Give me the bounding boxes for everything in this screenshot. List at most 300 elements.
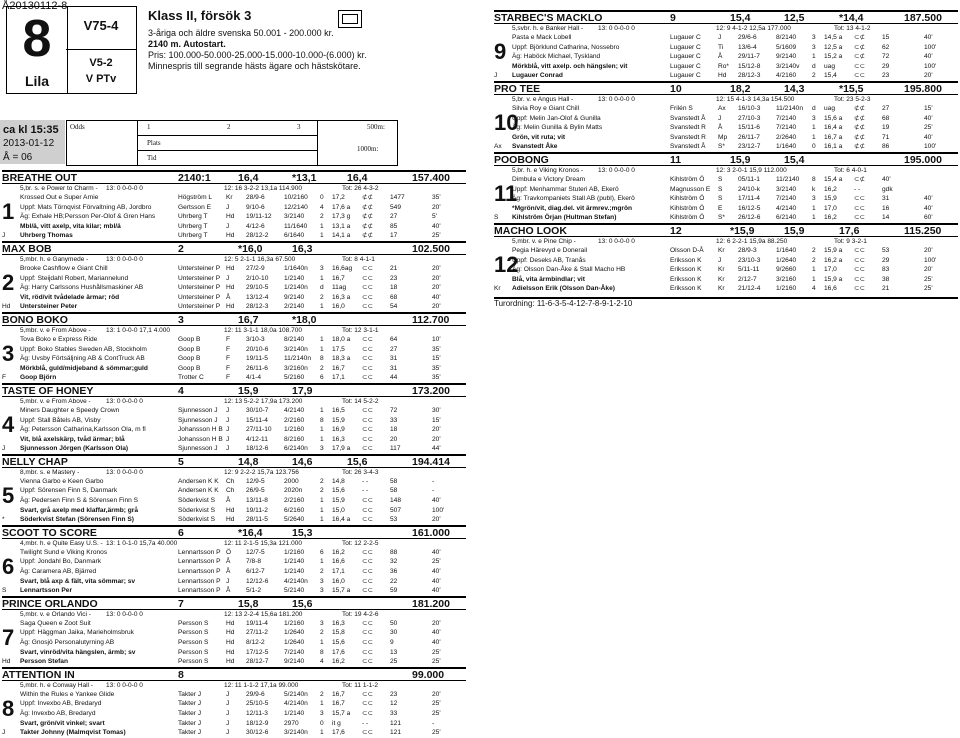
cell: 35' xyxy=(432,364,441,372)
horse-entry xyxy=(2,667,466,738)
record-time-3: 16,4 xyxy=(347,172,368,184)
cell: 25' xyxy=(432,729,441,737)
cell: 5/11-11 xyxy=(738,266,760,274)
cell: Svanstedt Åke xyxy=(512,143,558,151)
cell: 44' xyxy=(432,445,441,453)
start-row xyxy=(494,204,958,214)
game-type-2: V5-2 V PTv xyxy=(85,57,117,85)
horse-starts xyxy=(2,264,466,312)
cell: ⊄⊄ xyxy=(362,203,374,211)
stats-total: Tot: 13 4-1-2 xyxy=(834,25,871,32)
start-row xyxy=(494,256,958,266)
cell: Goop Björn xyxy=(20,374,57,382)
cell: Adielsson Erik (Olsson Dan-Åke) xyxy=(512,285,615,293)
cell: ⊂⊂ xyxy=(362,445,374,453)
cell: 14,8 xyxy=(332,477,345,485)
horse-starts xyxy=(494,33,958,81)
cell: J xyxy=(226,274,230,282)
record-time-1: 15,4 xyxy=(730,12,751,24)
side-code: Hd xyxy=(2,303,11,311)
game-type-1: V75-4 xyxy=(66,11,136,50)
cell: 28/12-2 xyxy=(246,232,269,240)
start-row xyxy=(2,283,466,293)
record-time-1: 15,9 xyxy=(730,153,751,166)
cell: Dimbula e Victory Dream xyxy=(512,175,586,183)
cell: J xyxy=(226,729,230,737)
prize-sum: 157.400 xyxy=(412,172,450,184)
start-number: 2 xyxy=(2,269,15,295)
cell: 8 xyxy=(320,648,324,656)
cell: ⊂⊂ xyxy=(362,335,374,343)
cell: ⊂⊂ xyxy=(362,364,374,372)
horse-header xyxy=(2,667,466,681)
cell: 15/11-4 xyxy=(246,416,268,424)
cell: Sjunnesson J xyxy=(178,416,218,424)
start-number: 12 xyxy=(494,251,519,277)
stats-year-12: 12: 15 4-1-3 14,3a 154.500 xyxy=(716,95,795,103)
stats-year-12: 12: 9 4-1-2 12,5a 177.000 xyxy=(716,25,791,32)
start-row xyxy=(2,619,466,629)
horse-starts xyxy=(494,104,958,152)
cell: ⊄⊄ xyxy=(362,194,374,201)
cell: 35' xyxy=(432,374,441,382)
cell: ⊂⊂ xyxy=(362,629,374,637)
cell: 20' xyxy=(924,266,933,274)
record-distance: 8 xyxy=(178,668,184,681)
cell: 25' xyxy=(924,275,933,283)
cell: 3 xyxy=(320,445,324,453)
cell: 71 xyxy=(882,133,890,141)
track-code: Å = 06 xyxy=(3,152,33,163)
horse-name: BREATHE OUT xyxy=(2,172,78,184)
cell: ⊂⊂ xyxy=(854,246,866,254)
cell: ⊂⊂ xyxy=(854,204,866,212)
cell: 12/9-5 xyxy=(246,477,265,485)
side-code: Ax xyxy=(494,143,502,151)
cell: 15,9 xyxy=(332,497,345,505)
cell: Mörkblå, guld/midjeband & sömmar;guld xyxy=(20,364,148,372)
cell: Äg: Olsson Dan-Åke & Stall Macho HB xyxy=(512,266,626,274)
start-row xyxy=(2,638,466,648)
race-number-box xyxy=(6,6,68,94)
cell: ⊂⊂ xyxy=(854,62,866,70)
cell: 16,0 xyxy=(332,303,345,311)
stats-year-12: 12: 16 3-2-2 13,1a 114.900 xyxy=(224,185,302,192)
cell: Uppf: Steijdahl Robert, Mariannelund xyxy=(20,274,129,282)
cell: 2/2160 xyxy=(284,497,305,505)
cell: 54 xyxy=(390,303,398,311)
start-row xyxy=(494,52,958,62)
cell: 15/12-8 xyxy=(738,62,761,70)
prize-sum: 112.700 xyxy=(412,313,450,326)
cell: Svanstedt R xyxy=(670,133,706,141)
horse-entry xyxy=(2,312,466,383)
cell: 4/2140 xyxy=(284,406,305,414)
record-time-1: 15,9 xyxy=(238,384,259,397)
prize-sum: 102.500 xyxy=(412,242,450,255)
cell: 21/12-4 xyxy=(738,285,761,293)
cell: 12 xyxy=(390,700,398,708)
cell: Kihlström Ö xyxy=(670,195,705,203)
cell: ⊂⊂ xyxy=(362,690,374,698)
cell: 16 xyxy=(882,204,890,212)
horse-pedigree xyxy=(494,166,958,175)
cell: 40' xyxy=(924,114,933,122)
cell: 100' xyxy=(924,256,937,264)
cell: 15,9 xyxy=(332,416,345,424)
cell: 15' xyxy=(432,416,441,424)
cell: 27 xyxy=(390,213,398,221)
cell: ⊄⊄ xyxy=(854,114,866,122)
cell: 1/1640 xyxy=(776,143,797,151)
cell: Persson S xyxy=(178,658,209,666)
cell: Ch xyxy=(226,487,235,495)
cell: 2 xyxy=(320,690,324,698)
horse-name: PRO TEE xyxy=(494,82,541,95)
cell: 20' xyxy=(432,203,441,211)
record-time-2: *18,0 xyxy=(292,313,317,326)
start-row xyxy=(494,185,958,195)
cell: 14,1 a xyxy=(332,232,351,240)
cell: 18/12-6 xyxy=(246,445,269,453)
cell: 15,7 a xyxy=(332,587,351,595)
cell: Andersen K K xyxy=(178,487,219,495)
prize-sum: 161.000 xyxy=(412,526,450,539)
cell: 33 xyxy=(390,416,398,424)
cell: 58 xyxy=(390,477,398,485)
cell: 20 xyxy=(390,435,398,443)
cell: 17,0 xyxy=(824,266,837,274)
start-row xyxy=(2,506,466,516)
cell: 21 xyxy=(882,285,890,293)
cell: Söderkvist S xyxy=(178,516,216,524)
cell: 23 xyxy=(390,274,398,282)
record-time-1: *16,4 xyxy=(238,526,263,539)
cell: 13,1 a xyxy=(332,222,351,230)
cell: ⊂⊂ xyxy=(362,284,374,292)
cell: S* xyxy=(718,214,725,222)
cell: Miners Daughter e Speedy Crown xyxy=(20,406,120,414)
start-row xyxy=(2,193,466,203)
horse-starts xyxy=(494,246,958,294)
cell: 2 xyxy=(320,477,324,485)
stats-year-13: 13: 0 0-0-0 0 xyxy=(106,610,143,618)
race-date: 2013-01-12 xyxy=(3,138,55,149)
start-row xyxy=(494,246,958,256)
cell: 27/11-10 xyxy=(246,426,272,434)
cell: 17,3 g xyxy=(332,213,351,221)
cell: 40' xyxy=(924,133,933,141)
cell: 2000 xyxy=(284,477,299,485)
cell: 4/1-4 xyxy=(246,374,262,382)
cell: J xyxy=(718,114,722,122)
cell: Å xyxy=(718,124,723,132)
start-row xyxy=(494,194,958,204)
cell: Lugauer C xyxy=(670,43,701,51)
cell: 40' xyxy=(882,175,891,183)
start-row xyxy=(2,690,466,700)
cell: 1 xyxy=(812,266,816,274)
cell: 27 xyxy=(390,345,398,353)
cell: - xyxy=(432,719,435,727)
cell: 20' xyxy=(924,72,933,80)
cell: Kr xyxy=(718,285,725,293)
horse-header xyxy=(2,596,466,610)
cell: 8/2140 xyxy=(776,34,797,41)
cell: 19/11-12 xyxy=(246,213,272,221)
cell: Persson S xyxy=(178,629,209,637)
cell: ⊂⊂ xyxy=(362,729,374,737)
prize-sum: 173.200 xyxy=(412,384,450,397)
cell: Hd xyxy=(226,629,235,637)
start-row xyxy=(494,275,958,285)
record-distance: 7 xyxy=(178,597,184,610)
cell: d xyxy=(320,284,324,292)
cell: 1/2140 xyxy=(284,709,305,717)
cell: 148 xyxy=(390,497,402,505)
cell: 2 xyxy=(320,487,324,495)
cell: uag xyxy=(824,62,836,70)
start-row xyxy=(2,444,466,454)
cell: 5/2640 xyxy=(284,516,305,524)
record-time-1: 16,7 xyxy=(238,313,259,326)
start-row xyxy=(2,302,466,312)
cell: Takter J xyxy=(178,709,202,717)
cell: 15 xyxy=(882,34,890,41)
pedigree: 5,mbr. v. e From Above - xyxy=(20,397,91,405)
cell: 9/2140 xyxy=(284,293,305,301)
record-time-2: 15,3 xyxy=(292,526,313,539)
cell: 16,4 a xyxy=(824,124,843,132)
cell: Untersteiner P xyxy=(178,293,221,301)
side-code: J xyxy=(2,232,6,240)
cell: Uppf: Stall Båtels AB, Visby xyxy=(20,416,101,424)
cell: 28/9-3 xyxy=(738,246,757,254)
start-row xyxy=(2,231,466,241)
cell: 2 xyxy=(320,364,324,372)
cell: 60' xyxy=(924,214,933,222)
cell: J xyxy=(718,256,722,264)
cell: 20' xyxy=(432,264,441,272)
cell: 4 xyxy=(812,285,816,293)
cell: 53 xyxy=(882,246,890,254)
cell: Ch xyxy=(226,477,235,485)
cell: 507 xyxy=(390,506,402,514)
pedigree: 5,mbr. v. e Orlando Vici - xyxy=(20,610,91,618)
cell: 3/2160 xyxy=(776,275,797,283)
cell: 17,6 a xyxy=(332,203,351,211)
cell: 3 xyxy=(320,709,324,717)
cell: Svanstedt R xyxy=(670,124,706,132)
stats-total: Tot: 23 5-2-3 xyxy=(834,95,871,103)
cell: ⊂⊂ xyxy=(362,587,374,595)
start-row xyxy=(2,586,466,596)
cell: 1 xyxy=(320,700,324,708)
cell: 26/12-6 xyxy=(738,214,761,222)
stats-year-13: 13: 0 0-0-0 0 xyxy=(106,255,143,263)
stats-year-12: 12: 11 3-1-1 18,0a 108.700 xyxy=(224,326,302,334)
cell: Goop B xyxy=(178,355,201,363)
start-number: 9 xyxy=(494,39,507,64)
cell: J xyxy=(226,700,230,708)
cell: 7/8-8 xyxy=(246,558,262,566)
horse-header xyxy=(2,241,466,255)
cell: J xyxy=(226,445,230,453)
cell: Twilight Sund e Viking Kronos xyxy=(20,548,108,556)
cell: 1 xyxy=(320,345,324,353)
cell: ⊂⊂ xyxy=(362,506,374,514)
cell: Svanstedt Å xyxy=(670,114,706,122)
cell: ⊂⊂ xyxy=(362,639,374,646)
start-row xyxy=(2,354,466,364)
cell: 1 xyxy=(320,426,324,434)
cell: Ö xyxy=(226,548,232,556)
record-distance: 3 xyxy=(178,313,184,326)
cell: Svart, grå axelp med klaffar,ärmb; grå xyxy=(20,506,139,514)
record-distance: 4 xyxy=(178,384,184,397)
cell: 20' xyxy=(432,284,441,292)
cell: Kihlström Ö xyxy=(670,214,705,222)
cell: 117 xyxy=(390,445,401,453)
start-row xyxy=(2,477,466,487)
cell: 40' xyxy=(432,548,441,556)
record-time-2: 15,9 xyxy=(784,224,805,237)
cell: Eriksson K xyxy=(670,285,702,293)
cell: 0 xyxy=(812,143,816,151)
start-row xyxy=(2,548,466,558)
cell: F xyxy=(226,374,231,382)
cell: 19/11-2 xyxy=(246,506,268,514)
record-time-2: 14,6 xyxy=(292,455,313,468)
start-row xyxy=(2,345,466,355)
cell: 23 xyxy=(390,690,398,698)
cell: 1/2140n xyxy=(284,284,308,292)
cell: 20/10-6 xyxy=(246,345,269,353)
cell: Kr xyxy=(226,194,233,201)
stats-year-12: 12: 13 2-2-4 15,6a 181.200 xyxy=(224,610,303,618)
cell: 100' xyxy=(432,506,445,514)
cell: 3 xyxy=(812,195,816,203)
cell: 64 xyxy=(390,335,398,343)
stats-year-12: 12: 3 2-0-1 15,9 112.000 xyxy=(716,166,787,174)
cell: Svart, grön/vit vinkel; svart xyxy=(20,719,105,727)
cell: 15' xyxy=(432,355,441,363)
cell: 16,3 xyxy=(332,435,345,443)
cell: 1 xyxy=(320,335,324,343)
cell: Goop B xyxy=(178,345,201,353)
start-row xyxy=(2,406,466,416)
stats-total: Tot: 9 3-2-1 xyxy=(834,237,867,245)
cell: 1 xyxy=(812,275,816,283)
cell: Lennartsson Per xyxy=(20,587,73,595)
stats-year-12: 12: 6 2-2-1 15,9a 88.250 xyxy=(716,237,788,245)
cell: Uppf: Björklund Catharina, Nossebro xyxy=(512,43,620,51)
cell: 9/2140 xyxy=(776,53,797,61)
horse-entry xyxy=(2,170,466,241)
cell: Krossed Out e Super Arnie xyxy=(20,194,99,201)
cell: 19/11-5 xyxy=(246,355,268,363)
stats-total: Tot: 6 4-0-1 xyxy=(834,166,867,174)
record-time-1: 16,4 xyxy=(238,172,259,184)
horse-pedigree xyxy=(2,468,466,477)
cell: 13/12-4 xyxy=(246,293,269,301)
cell: Å xyxy=(226,497,231,505)
cell: J xyxy=(226,577,230,585)
cell: ⊄⊄ xyxy=(854,133,866,141)
cell: ⊂⊄ xyxy=(854,175,866,183)
cell: 16,3 xyxy=(332,619,345,627)
result-grid: Odds 1 2 3 500m: Plats 1000m: Tid xyxy=(66,120,398,166)
cell: 28/9-6 xyxy=(246,194,265,201)
cell: 72 xyxy=(882,53,890,61)
cell: 17,6 xyxy=(332,729,345,737)
cell: 11/2140n xyxy=(284,355,312,363)
cell: 17,1 xyxy=(332,374,345,382)
cell: 3/2140n xyxy=(284,345,308,353)
horse-pedigree xyxy=(494,237,958,246)
cell: 15,4 a xyxy=(824,175,843,183)
cell: 8 xyxy=(320,355,324,363)
cell: ⊂⊂ xyxy=(362,435,374,443)
stats-year-12: 12: 13 5-2-2 17,9a 173.200 xyxy=(224,397,303,405)
cell: 25' xyxy=(432,700,441,708)
record-distance: 2140:1 xyxy=(178,172,211,184)
record-distance: 11 xyxy=(670,153,682,166)
cell: Johansson H B xyxy=(178,426,223,434)
cell: 1/2640 xyxy=(284,629,305,637)
cell: Lugauer C xyxy=(670,62,701,70)
cell: F xyxy=(226,335,231,343)
cell: 17/12-5 xyxy=(246,648,269,656)
cell: 17,9 a xyxy=(332,445,351,453)
cell: J xyxy=(226,690,230,698)
cell: 1 xyxy=(320,274,324,282)
cell: 50 xyxy=(390,619,398,627)
stats-total: Tot: 12 2-2-5 xyxy=(342,539,379,547)
start-row xyxy=(2,628,466,638)
cell: 12/2140 xyxy=(284,203,308,211)
horse-pedigree xyxy=(2,610,466,619)
start-number: 1 xyxy=(2,199,15,224)
cell: 1/2160 xyxy=(284,426,305,434)
cell: 3/10-3 xyxy=(246,335,265,343)
cell: ⊄⊄ xyxy=(362,232,374,240)
cell: Lennartsson P xyxy=(178,587,221,595)
cell: 6/2140n xyxy=(284,445,308,453)
cell: 16,2 xyxy=(824,214,837,222)
cell: Söderkvist S xyxy=(178,506,216,514)
cell: 16/12-5 xyxy=(738,204,761,212)
start-row xyxy=(2,567,466,577)
cell: Kr xyxy=(718,266,725,274)
cell: ⊂⊂ xyxy=(362,303,374,311)
cell: 2/2160 xyxy=(284,416,305,424)
cell: 4/2160 xyxy=(776,72,797,80)
cell: 15' xyxy=(924,104,933,112)
horse-entry xyxy=(494,152,958,223)
horse-entry xyxy=(2,241,466,312)
cell: 1/2160 xyxy=(776,285,797,293)
cell: 28/12-3 xyxy=(246,303,269,311)
cell: S xyxy=(718,175,723,183)
cell: Lennartsson P xyxy=(178,558,221,566)
cell: ⊂⊂ xyxy=(362,406,374,414)
side-code: Hd xyxy=(2,658,11,666)
cell: 26/11-6 xyxy=(246,364,268,372)
start-row xyxy=(2,212,466,222)
cell: ⊂⊂ xyxy=(362,293,374,301)
horse-header xyxy=(494,223,958,237)
